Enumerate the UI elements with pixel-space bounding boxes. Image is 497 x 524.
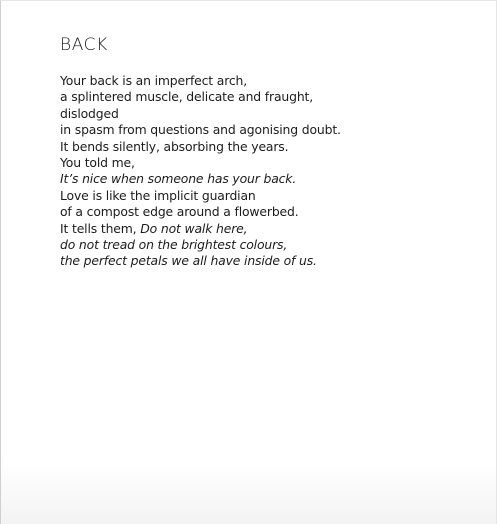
poem-line-mixed (60, 221, 341, 237)
poem-line: a splintered muscle, delicate and fraught, (60, 89, 314, 105)
poem-line-italic: do not tread on the brightest colours, (60, 237, 288, 253)
poem-line: You told me, (60, 155, 135, 171)
poem-line-italic: the perfect petals we all have inside of us. (60, 253, 317, 269)
poem-line: in spasm from questions and agonising doubt. (60, 122, 341, 138)
poem-line-italic: It’s nice when someone has your back. (60, 171, 297, 187)
poem-line: Your back is an imperfect arch, (60, 73, 248, 88)
poem-title: BACK (60, 35, 108, 55)
poem-line-segment: It tells them, (60, 220, 137, 236)
poem-line: Love is like the implicit guardian (60, 187, 256, 203)
poem-line: It bends silently, absorbing the years. (60, 138, 289, 154)
poem-line: dislodged (60, 105, 119, 121)
poem-line-segment-italic: Do not walk here, (140, 220, 248, 236)
poem-line: of a compost edge around a flowerbed. (60, 204, 299, 220)
poem-body (60, 73, 341, 270)
